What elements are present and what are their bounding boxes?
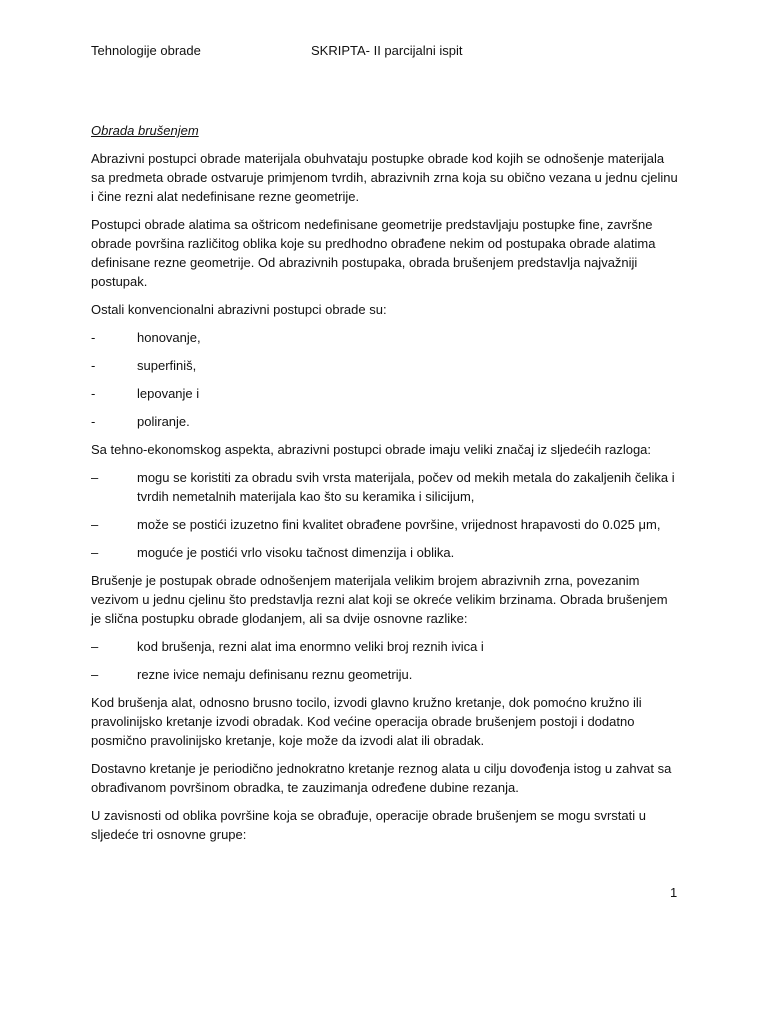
list-marker: - [91,386,96,401]
list-item [91,384,681,403]
header-right: SKRIPTA- II parcijalni ispit [311,43,463,58]
list-marker: – [91,545,99,560]
list-item-text: lepovanje i [137,386,200,401]
list-item [91,412,681,431]
header-left: Tehnologije obrade [91,43,201,58]
paragraph: Dostavno kretanje je periodično jednokratno kretanje reznog alata u cilju dovođenja istog u zahvat sa obrađivanom površinom obradka, te zauzimanja određene dubine rezanja. [91,761,672,795]
list-reasons [91,468,681,562]
list-item [91,543,681,562]
section-title: Obrada brušenjem [91,123,199,138]
list-item-text: honovanje, [137,330,201,345]
list-marker: - [91,358,96,373]
page-number: 1 [670,885,678,900]
list-marker: – [91,639,99,654]
list-item [91,637,681,656]
paragraph: Kod brušenja alat, odnosno brusno tocilo, izvodi glavno kružno kretanje, dok pomoćno kružno ili pravolinijsko kretanje izvodi obradak. Kod većine operacija obrade brušenjem postoji i dodatno posmično pravolinijsko kretanje, koje može da izvodi alat ili obradak. [91,695,642,748]
paragraph: Ostali konvencionalni abrazivni postupci obrade su: [91,302,387,317]
list-item [91,515,681,534]
list-item-text: kod brušenja, rezni alat ima enormno veliki broj reznih ivica i [137,639,484,654]
list-marker: – [91,517,99,532]
paragraph: Sa tehno-ekonomskog aspekta, abrazivni postupci obrade imaju veliki značaj iz sljedećih razloga: [91,442,652,457]
list-other-procedures [91,328,681,431]
list-differences [91,637,681,684]
list-item-text: poliranje. [137,414,190,429]
list-marker: - [91,330,96,345]
list-item [91,468,681,506]
list-item [91,356,681,375]
paragraph: Postupci obrade alatima sa oštricom nedefinisane geometrije predstavljaju postupke fine, završne obrade površina različitog oblika koje su predhodno obrađene nekim od postupaka obrade alatima definisane rezne geometrije. Od abrazivnih postupaka, obrada brušenjem predstavlja najvažniji postupak. [91,217,656,289]
list-item [91,328,681,347]
list-item [91,665,681,684]
list-item-text: mogu se koristiti za obradu svih vrsta materijala, počev od mekih metala do zakaljenih čelika i tvrdih nemetalnih materijala kao što su keramika i silicijum, [137,470,675,504]
paragraph: U zavisnosti od oblika površine koja se obrađuje, operacije obrade brušenjem se mogu svrstati u sljedeće tri osnovne grupe: [91,808,646,842]
list-marker: – [91,667,99,682]
list-item-text: moguće je postići vrlo visoku tačnost dimenzija i oblika. [137,545,455,560]
list-item-text: može se postići izuzetno fini kvalitet obrađene površine, vrijednost hrapavosti do 0.025 μm, [137,517,661,532]
list-marker: - [91,414,96,429]
paragraph: Abrazivni postupci obrade materijala obuhvataju postupke obrade kod kojih se odnošenje materijala sa predmeta obrade ostvaruje primjenom tvrdih, abrazivnih zrna koja su obično vezana u jednu cjelinu i čine rezni alat nedefinisane rezne geometrije. [91,151,678,204]
list-item-text: superfiniš, [137,358,197,373]
document-body [91,121,681,853]
paragraph: Brušenje je postupak obrade odnošenjem materijala velikim brojem abrazivnih zrna, povezanim vezivom u jednu cjelinu što predstavlja rezni alat koji se okreće velikim brzinama. Obrada brušenjem je slična postupku obrade glodanjem, ali sa dvije osnovne razlike: [91,573,668,626]
list-item-text: rezne ivice nemaju definisanu reznu geometriju. [137,667,413,682]
list-marker: – [91,470,99,485]
